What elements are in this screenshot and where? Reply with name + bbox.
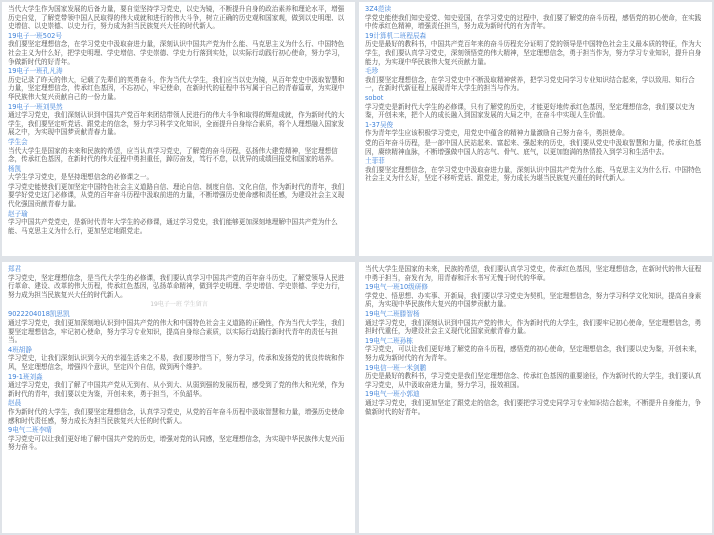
comment-author-link[interactable]: 9电气二班李晴 bbox=[8, 426, 52, 435]
comment-author-link[interactable]: 3Z4范读 bbox=[365, 5, 392, 13]
comment-item bbox=[365, 337, 707, 363]
comment-author-link[interactable]: 19电气一班小郭迪 bbox=[365, 390, 420, 399]
comment-item bbox=[8, 183, 350, 209]
comment-item bbox=[8, 426, 350, 452]
comment-item bbox=[365, 121, 707, 138]
comment-text: 学习党史，让我们深刻认识到今天的幸福生活来之不易，我们要珍惜当下，努力学习，传承和发扬党的优良传统和作风，坚定理想信念，增强四个意识，坚定四个自信，做到两个维护。 bbox=[8, 354, 345, 371]
comment-item bbox=[365, 32, 707, 66]
comment-text: 大学生学习党史，是坚持理想信念的必修课之一。 bbox=[8, 173, 154, 182]
comment-author-link[interactable]: 学生会 bbox=[8, 137, 28, 146]
comment-author-link[interactable]: 杨凯 bbox=[8, 164, 22, 173]
comment-author-link[interactable]: 19电气二班孙栋 bbox=[365, 336, 413, 345]
comment-text: 学习党史是新时代大学生的必修课，只有了解党的历史，才能更好地传承红色基因，坚定理想信念，我们要以史为鉴，开创未来，把个人的成长融入到国家发展的大局之中，在奋斗中实现人生价值。 bbox=[365, 102, 695, 120]
comment-text: 作为青年学生应该积极学习党史，用党史中蕴含的精神力量激励自己努力奋斗，勇担使命。 bbox=[365, 129, 629, 138]
comment-author-link[interactable]: 赵子瑜 bbox=[8, 209, 28, 218]
comment-item bbox=[8, 5, 350, 31]
comment-author-link[interactable]: 19计算机二班程辰森 bbox=[365, 31, 427, 40]
comment-text: 通过学习党史，我们深刻认识到中国共产党的伟大，作为新时代的大学生，我们要牢记初心使命，坚定理想信念，勇担时代重任，为建设社会主义现代化国家贡献青春力量。 bbox=[365, 318, 702, 336]
comment-item bbox=[365, 390, 707, 416]
comment-author-link[interactable]: 毛珍 bbox=[365, 67, 379, 76]
comment-author-link[interactable]: 郑君 bbox=[8, 265, 22, 273]
comment-item bbox=[8, 138, 350, 164]
comment-text: 学习中国共产党党史，是新时代青年大学生的必修课，通过学习党史，我们能够更加深刻地理解中国共产党为什么能、马克思主义为什么行，更加坚定地跟党走。 bbox=[8, 218, 338, 235]
comment-text: 学党史能使我们知史爱党、知史爱国，在学习党史的过程中，我们要了解党的奋斗历程，感悟党的初心使命，在实践中传承红色精神，增强责任担当，努力成为新时代的有为青年。 bbox=[365, 13, 702, 31]
comment-item bbox=[365, 67, 707, 93]
comment-author-link[interactable]: 19-1班刘淼 bbox=[8, 372, 43, 381]
comment-author-link[interactable]: sobot bbox=[365, 93, 384, 102]
comment-author-link[interactable]: 19电信一班一米剑鹏 bbox=[365, 363, 427, 372]
comment-text: 通过学习党史，我们深刻认识到中国共产党百年来团结带领人民进行的伟大斗争和取得的辉煌成就，作为新时代的大学生，我们要坚定听党话、跟党走的信念，努力学习科学文化知识，全面提升自身综合素质，将个人理想融入国家发展之中，为实现中国梦贡献青春力量。 bbox=[8, 111, 345, 137]
comment-item bbox=[365, 157, 707, 183]
comment-text: 党的百年奋斗历程，是一部中国人民站起来、富起来、强起来的历史，我们要从党史中汲取智慧和力量，传承红色基因，赓续精神血脉，不断增强做中国人的志气、骨气、底气，以更加饱满的热情投入到学习和生活中去。 bbox=[365, 138, 702, 156]
comment-item bbox=[365, 139, 707, 156]
comment-author-link[interactable]: 土菲菲 bbox=[365, 157, 385, 166]
comment-text: 作为新时代的大学生，我们要坚定理想信念，认真学习党史，从党的百年奋斗历程中汲取智慧和力量，增强历史使命感和时代责任感，努力成长为担当民族复兴大任的时代新人。 bbox=[8, 407, 345, 425]
comment-item bbox=[365, 310, 707, 336]
comment-text: 当代大学生是国家的未来，民族的希望，我们要认真学习党史，传承红色基因，坚定理想信念，在新时代的伟大征程中勇于担当，奋发有为，用青春和汗水书写无愧于时代的华章。 bbox=[365, 265, 702, 282]
comment-text: 学习党史可以让我们更好地了解中国共产党的历史，增强对党的认同感，坚定理想信念，为实现中华民族伟大复兴而努力奋斗。 bbox=[8, 434, 345, 452]
comment-text: 历史是最好的教科书，中国共产党百年来的奋斗历程充分证明了党的领导是中国特色社会主义最本质的特征，作为大学生，我们要认真学习党史，深刻领悟党的伟大精神，坚定理想信念，勇于担当作为，努力学习专业知识，提升自身能力，为实现中华民族伟大复兴贡献力量。 bbox=[365, 40, 702, 66]
comment-item bbox=[8, 300, 350, 309]
comment-item bbox=[365, 364, 707, 390]
comment-author-link[interactable]: 19电子一班502号 bbox=[8, 31, 62, 40]
comment-item bbox=[365, 5, 707, 31]
comment-panel-top-right bbox=[359, 2, 712, 256]
comment-item bbox=[8, 32, 350, 66]
comment-text: 我们要坚定理想信念，在学习党史中不断汲取精神营养，把学习党史同学习专业知识结合起来，学以致用、知行合一，在新时代新征程上展现青年大学生的担当与作为。 bbox=[365, 75, 695, 93]
comment-item bbox=[8, 346, 350, 372]
comment-text: 历史记录了昨天的伟大，记载了先辈们的英勇奋斗，作为当代大学生，我们应当以史为镜，从百年党史中汲取智慧和力量，坚定理想信念，传承红色基因，不忘初心，牢记使命，在新时代的征程中书写属于自己的青春篇章，为实现中华民族伟大复兴贡献自己的一份力量。 bbox=[8, 75, 345, 101]
comment-text: 学习党史能使我们更加坚定中国特色社会主义道路自信、理论自信、制度自信、文化自信，作为新时代的青年，我们要学好党史这门必修课，从党的百年奋斗历程中汲取前进的力量，不断增强历史使命感和责任感，为建设社会主义现代化强国贡献青春力量。 bbox=[8, 182, 345, 209]
comment-item bbox=[8, 265, 350, 299]
comment-item bbox=[8, 210, 350, 236]
comment-text: 通过学习党史，我们更加深刻地认识到中国共产党的伟大和中国特色社会主义道路的正确性，作为当代大学生，我们要坚定理想信念，牢记初心使命，努力学习专业知识，提高自身综合素质，以实际行动践行新时代青年的责任与担当。 bbox=[8, 318, 345, 345]
comment-text: 学习党史，坚定理想信念，是当代大学生的必修课，我们要认真学习中国共产党的百年奋斗历史，了解党领导人民进行革命、建设、改革的伟大历程，传承红色基因，弘扬革命精神，做到学史明理、学史增信、学史崇德、学史力行，努力成为担当民族复兴大任的时代新人。 bbox=[8, 273, 345, 299]
comment-item bbox=[8, 165, 350, 182]
comment-author-link[interactable]: 19电子一班刘昊然 bbox=[8, 102, 63, 111]
comment-item bbox=[8, 67, 350, 101]
comment-author-link[interactable]: 19电气一班10级研修 bbox=[365, 283, 428, 292]
comment-text: 学党史、悟思想、办实事、开新局，我们要以学习党史为契机，坚定理想信念，努力学习科学文化知识，提高自身素质，为实现中华民族伟大复兴的中国梦贡献力量。 bbox=[365, 291, 702, 309]
comment-panel-top-left bbox=[2, 2, 355, 256]
comment-item bbox=[365, 265, 707, 282]
comment-text: 我们要坚定理想信念，在学习党史中汲取奋进力量，深刻认识中国共产党为什么能、马克思主义为什么行、中国特色社会主义为什么好，把学史明理、学史增信、学史崇德、学史力行落到实处，以实际行动践行初心使命，努力学习，争做新时代的好青年。 bbox=[8, 40, 345, 66]
comment-author-link[interactable]: 1-37吴俊 bbox=[365, 120, 394, 129]
comment-item bbox=[8, 103, 350, 137]
comment-author-link[interactable]: 19电气二班滕智杨 bbox=[365, 309, 420, 318]
comment-item bbox=[8, 373, 350, 399]
comment-item bbox=[365, 283, 707, 309]
comment-author-link[interactable]: 9022204018凯思凯 bbox=[8, 310, 70, 319]
comment-text: 学习党史，可以让我们更好地了解党的奋斗历程，感悟党的初心使命，坚定理想信念，我们要以史为鉴，开创未来，努力成为新时代的有为青年。 bbox=[365, 345, 702, 362]
comment-author-link[interactable]: 4班胡静 bbox=[8, 345, 32, 354]
comment-meta: 19电子一班 学生留言 bbox=[150, 301, 208, 309]
comment-item bbox=[365, 94, 707, 120]
comment-text: 通过学习党史，我们了解了中国共产党从无到有、从小到大、从弱到强的发展历程，感受到了党的伟大和光荣，作为新时代的青年，我们要以史为鉴，开创未来，勇于担当，不负韶华。 bbox=[8, 381, 345, 398]
comment-panel-bottom-left bbox=[2, 262, 355, 533]
comment-text: 我们要坚定理想信念，在学习党史中汲取奋进力量，深刻认识中国共产党为什么能、马克思主义为什么行、中国特色社会主义为什么好，坚定不移听党话、跟党走，努力成长为堪当民族复兴重任的时代新人。 bbox=[365, 165, 702, 183]
comment-item bbox=[8, 399, 350, 425]
comment-text: 通过学习党史，我们更加坚定了跟党走的信念，我们要把学习党史同学习专业知识结合起来，不断提升自身能力，争做新时代的好青年。 bbox=[365, 398, 702, 416]
comment-text: 当代大学生是国家的未来和民族的希望，应当认真学习党史，了解党的奋斗历程，弘扬伟大建党精神，坚定理想信念，传承红色基因，在新时代的伟大征程中勇担重任，踔厉奋发，笃行不怠，以优异的成绩回报党和国家的培养。 bbox=[8, 146, 338, 164]
comment-text: 历史是最好的教科书，学习党史是我们坚定理想信念、传承红色基因的重要途径，作为新时代的大学生，我们要认真学习党史，从中汲取奋进力量，努力学习，报效祖国。 bbox=[365, 372, 702, 389]
comment-panel-bottom-right bbox=[359, 262, 712, 533]
comment-author-link[interactable]: 19电子一班孔凡涛 bbox=[8, 67, 63, 76]
comment-text: 当代大学生作为国家发展的后备力量，要自觉坚持学习党史，以史为镜，不断提升自身的政治素养和理论水平，增强历史自觉，了解党带领中国人民取得的伟大成就和进行的伟大斗争，树立正确的历史观和国家观，做到以史明理、以史增信、以史崇德、以史力行，努力成为担当民族复兴大任的时代新人。 bbox=[8, 5, 345, 31]
comment-item bbox=[8, 310, 350, 344]
comment-author-link[interactable]: 赵晨 bbox=[8, 399, 22, 408]
